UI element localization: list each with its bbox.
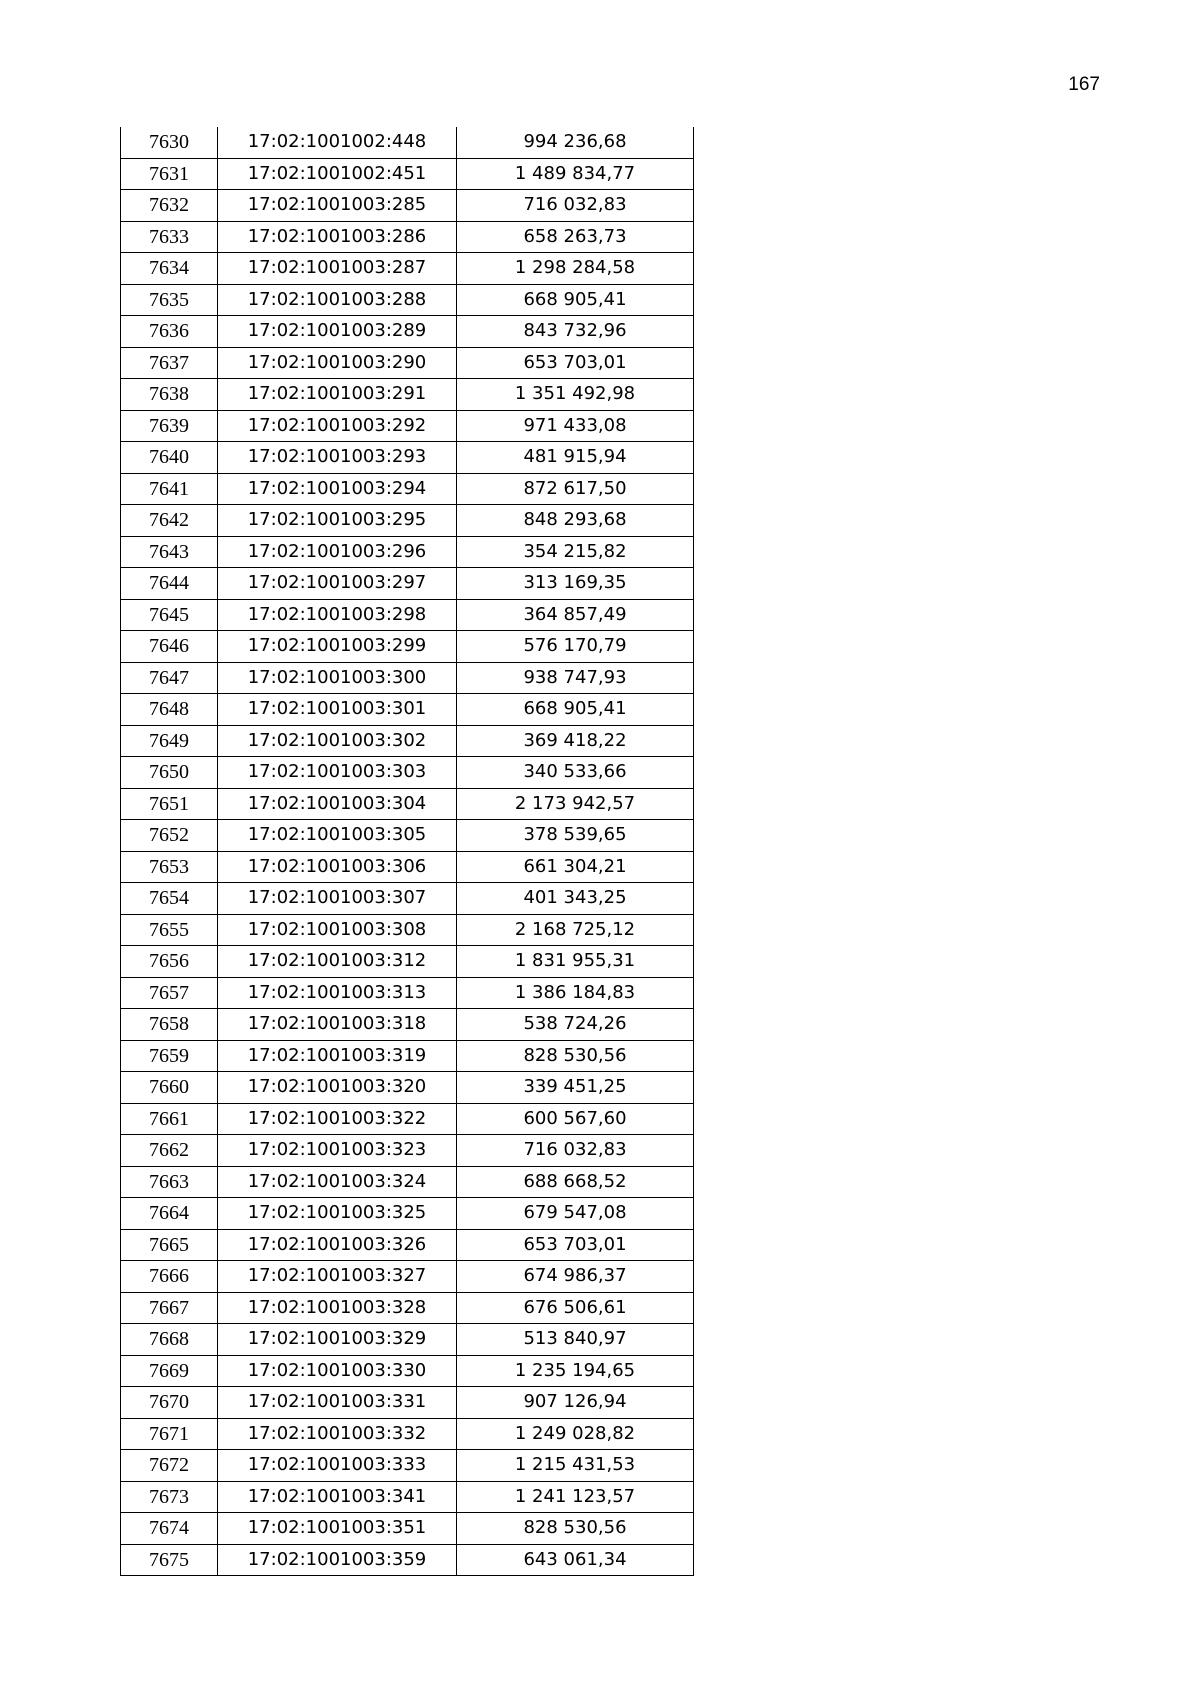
table-row — [121, 1009, 694, 1041]
cadastral-value-cell: 378 539,65 — [457, 820, 694, 852]
cadastral-number-cell: 17:02:1001003:306 — [218, 851, 457, 883]
cadastral-number-cell: 17:02:1001003:302 — [218, 725, 457, 757]
cadastral-number-cell: 17:02:1001003:351 — [218, 1513, 457, 1545]
cadastral-value-cell: 994 236,68 — [457, 127, 694, 158]
cadastral-number-cell: 17:02:1001003:296 — [218, 536, 457, 568]
row-number-cell: 7662 — [121, 1135, 218, 1167]
table-row — [121, 410, 694, 442]
cadastral-number-cell: 17:02:1001003:318 — [218, 1009, 457, 1041]
row-number-cell: 7667 — [121, 1292, 218, 1324]
cadastral-value-cell: 1 249 028,82 — [457, 1418, 694, 1450]
cadastral-value-cell: 1 241 123,57 — [457, 1481, 694, 1513]
cadastral-number-cell: 17:02:1001003:286 — [218, 221, 457, 253]
row-number-cell: 7659 — [121, 1040, 218, 1072]
table-row — [121, 1292, 694, 1324]
table-row — [121, 221, 694, 253]
row-number-cell: 7668 — [121, 1324, 218, 1356]
row-number-cell: 7648 — [121, 694, 218, 726]
table-row — [121, 190, 694, 222]
table-row — [121, 442, 694, 474]
row-number-cell: 7658 — [121, 1009, 218, 1041]
row-number-cell: 7636 — [121, 316, 218, 348]
row-number-cell: 7635 — [121, 284, 218, 316]
cadastral-value-cell: 600 567,60 — [457, 1103, 694, 1135]
row-number-cell: 7632 — [121, 190, 218, 222]
table-row — [121, 158, 694, 190]
row-number-cell: 7674 — [121, 1513, 218, 1545]
table-row — [121, 1103, 694, 1135]
cadastral-number-cell: 17:02:1001002:451 — [218, 158, 457, 190]
row-number-cell: 7637 — [121, 347, 218, 379]
row-number-cell: 7663 — [121, 1166, 218, 1198]
table-row — [121, 820, 694, 852]
cadastral-value-cell: 643 061,34 — [457, 1544, 694, 1576]
row-number-cell: 7649 — [121, 725, 218, 757]
row-number-cell: 7647 — [121, 662, 218, 694]
table-row — [121, 757, 694, 789]
cadastral-number-cell: 17:02:1001003:328 — [218, 1292, 457, 1324]
cadastral-number-cell: 17:02:1001003:294 — [218, 473, 457, 505]
row-number-cell: 7639 — [121, 410, 218, 442]
cadastral-value-cell: 653 703,01 — [457, 347, 694, 379]
row-number-cell: 7633 — [121, 221, 218, 253]
cadastral-value-cell: 313 169,35 — [457, 568, 694, 600]
row-number-cell: 7645 — [121, 599, 218, 631]
cadastral-value-cell: 1 235 194,65 — [457, 1355, 694, 1387]
cadastral-value-cell: 828 530,56 — [457, 1513, 694, 1545]
cadastral-value-cell: 828 530,56 — [457, 1040, 694, 1072]
table-row — [121, 1135, 694, 1167]
table-row — [121, 725, 694, 757]
cadastral-number-cell: 17:02:1001003:329 — [218, 1324, 457, 1356]
table-row — [121, 1166, 694, 1198]
cadastral-number-cell: 17:02:1001003:320 — [218, 1072, 457, 1104]
cadastral-value-cell: 340 533,66 — [457, 757, 694, 789]
cadastral-value-cell: 938 747,93 — [457, 662, 694, 694]
cadastral-number-cell: 17:02:1001003:324 — [218, 1166, 457, 1198]
cadastral-value-cell: 1 831 955,31 — [457, 946, 694, 978]
table-row — [121, 851, 694, 883]
cadastral-number-cell: 17:02:1001003:322 — [218, 1103, 457, 1135]
cadastral-value-cell: 653 703,01 — [457, 1229, 694, 1261]
cadastral-value-cell: 576 170,79 — [457, 631, 694, 663]
cadastral-value-cell: 2 168 725,12 — [457, 914, 694, 946]
cadastral-number-cell: 17:02:1001003:293 — [218, 442, 457, 474]
table-row — [121, 788, 694, 820]
cadastral-number-cell: 17:02:1001003:295 — [218, 505, 457, 537]
cadastral-number-cell: 17:02:1001003:300 — [218, 662, 457, 694]
row-number-cell: 7642 — [121, 505, 218, 537]
cadastral-number-cell: 17:02:1001003:330 — [218, 1355, 457, 1387]
cadastral-value-cell: 1 215 431,53 — [457, 1450, 694, 1482]
table-row — [121, 1418, 694, 1450]
table-row — [121, 599, 694, 631]
table-row — [121, 1229, 694, 1261]
table-row — [121, 568, 694, 600]
cadastral-value-cell: 674 986,37 — [457, 1261, 694, 1293]
table-row — [121, 1387, 694, 1419]
table-row — [121, 1513, 694, 1545]
cadastral-value-cell: 668 905,41 — [457, 284, 694, 316]
cadastral-number-cell: 17:02:1001003:326 — [218, 1229, 457, 1261]
row-number-cell: 7652 — [121, 820, 218, 852]
row-number-cell: 7671 — [121, 1418, 218, 1450]
cadastral-value-cell: 679 547,08 — [457, 1198, 694, 1230]
cadastral-value-cell: 513 840,97 — [457, 1324, 694, 1356]
cadastral-value-cell: 1 489 834,77 — [457, 158, 694, 190]
table-row — [121, 284, 694, 316]
table-body — [121, 127, 694, 1576]
table-row — [121, 1544, 694, 1576]
cadastral-number-cell: 17:02:1001003:307 — [218, 883, 457, 915]
table-row — [121, 1040, 694, 1072]
cadastral-number-cell: 17:02:1001003:303 — [218, 757, 457, 789]
cadastral-value-cell: 339 451,25 — [457, 1072, 694, 1104]
cadastral-value-cell: 716 032,83 — [457, 1135, 694, 1167]
cadastral-value-cell: 661 304,21 — [457, 851, 694, 883]
table-row — [121, 1072, 694, 1104]
row-number-cell: 7672 — [121, 1450, 218, 1482]
table-row — [121, 977, 694, 1009]
table-row — [121, 662, 694, 694]
cadastral-number-cell: 17:02:1001003:287 — [218, 253, 457, 285]
table-row — [121, 694, 694, 726]
cadastral-value-cell: 354 215,82 — [457, 536, 694, 568]
cadastral-value-cell: 716 032,83 — [457, 190, 694, 222]
cadastral-number-cell: 17:02:1001003:299 — [218, 631, 457, 663]
table-row — [121, 1355, 694, 1387]
cadastral-number-cell: 17:02:1001003:341 — [218, 1481, 457, 1513]
table-row — [121, 883, 694, 915]
row-number-cell: 7670 — [121, 1387, 218, 1419]
cadastral-value-cell: 538 724,26 — [457, 1009, 694, 1041]
row-number-cell: 7661 — [121, 1103, 218, 1135]
page-number: 167 — [1068, 74, 1100, 95]
row-number-cell: 7657 — [121, 977, 218, 1009]
cadastral-value-cell: 401 343,25 — [457, 883, 694, 915]
cadastral-value-cell: 364 857,49 — [457, 599, 694, 631]
cadastral-value-cell: 848 293,68 — [457, 505, 694, 537]
row-number-cell: 7643 — [121, 536, 218, 568]
cadastral-number-cell: 17:02:1001002:448 — [218, 127, 457, 158]
row-number-cell: 7666 — [121, 1261, 218, 1293]
cadastral-number-cell: 17:02:1001003:312 — [218, 946, 457, 978]
cadastral-value-cell: 668 905,41 — [457, 694, 694, 726]
cadastral-value-cell: 2 173 942,57 — [457, 788, 694, 820]
cadastral-number-cell: 17:02:1001003:323 — [218, 1135, 457, 1167]
cadastral-value-cell: 369 418,22 — [457, 725, 694, 757]
cadastral-number-cell: 17:02:1001003:313 — [218, 977, 457, 1009]
row-number-cell: 7675 — [121, 1544, 218, 1576]
row-number-cell: 7664 — [121, 1198, 218, 1230]
table-row — [121, 946, 694, 978]
cadastral-value-cell: 971 433,08 — [457, 410, 694, 442]
row-number-cell: 7631 — [121, 158, 218, 190]
table-row — [121, 127, 694, 158]
cadastral-number-cell: 17:02:1001003:325 — [218, 1198, 457, 1230]
cadastral-value-cell: 1 351 492,98 — [457, 379, 694, 411]
cadastral-number-cell: 17:02:1001003:359 — [218, 1544, 457, 1576]
table-row — [121, 1261, 694, 1293]
cadastral-value-table — [120, 127, 694, 1576]
cadastral-number-cell: 17:02:1001003:333 — [218, 1450, 457, 1482]
row-number-cell: 7669 — [121, 1355, 218, 1387]
cadastral-number-cell: 17:02:1001003:331 — [218, 1387, 457, 1419]
table-row — [121, 1324, 694, 1356]
table-row — [121, 1198, 694, 1230]
cadastral-number-cell: 17:02:1001003:298 — [218, 599, 457, 631]
cadastral-number-cell: 17:02:1001003:290 — [218, 347, 457, 379]
cadastral-value-cell: 676 506,61 — [457, 1292, 694, 1324]
table-row — [121, 536, 694, 568]
row-number-cell: 7638 — [121, 379, 218, 411]
row-number-cell: 7655 — [121, 914, 218, 946]
cadastral-value-cell: 872 617,50 — [457, 473, 694, 505]
row-number-cell: 7650 — [121, 757, 218, 789]
cadastral-value-cell: 843 732,96 — [457, 316, 694, 348]
cadastral-value-cell: 688 668,52 — [457, 1166, 694, 1198]
cadastral-value-cell: 907 126,94 — [457, 1387, 694, 1419]
cadastral-value-cell: 481 915,94 — [457, 442, 694, 474]
cadastral-number-cell: 17:02:1001003:319 — [218, 1040, 457, 1072]
cadastral-value-cell: 1 298 284,58 — [457, 253, 694, 285]
row-number-cell: 7653 — [121, 851, 218, 883]
cadastral-value-cell: 1 386 184,83 — [457, 977, 694, 1009]
row-number-cell: 7660 — [121, 1072, 218, 1104]
cadastral-number-cell: 17:02:1001003:288 — [218, 284, 457, 316]
cadastral-number-cell: 17:02:1001003:305 — [218, 820, 457, 852]
row-number-cell: 7634 — [121, 253, 218, 285]
table-row — [121, 347, 694, 379]
cadastral-number-cell: 17:02:1001003:291 — [218, 379, 457, 411]
row-number-cell: 7644 — [121, 568, 218, 600]
table-row — [121, 505, 694, 537]
row-number-cell: 7673 — [121, 1481, 218, 1513]
row-number-cell: 7651 — [121, 788, 218, 820]
row-number-cell: 7654 — [121, 883, 218, 915]
table-row — [121, 316, 694, 348]
row-number-cell: 7641 — [121, 473, 218, 505]
table-row — [121, 1481, 694, 1513]
table-row — [121, 914, 694, 946]
table-row — [121, 631, 694, 663]
row-number-cell: 7640 — [121, 442, 218, 474]
cadastral-number-cell: 17:02:1001003:308 — [218, 914, 457, 946]
cadastral-number-cell: 17:02:1001003:304 — [218, 788, 457, 820]
cadastral-number-cell: 17:02:1001003:297 — [218, 568, 457, 600]
table-row — [121, 379, 694, 411]
row-number-cell: 7630 — [121, 127, 218, 158]
cadastral-number-cell: 17:02:1001003:292 — [218, 410, 457, 442]
cadastral-number-cell: 17:02:1001003:285 — [218, 190, 457, 222]
table-row — [121, 473, 694, 505]
cadastral-number-cell: 17:02:1001003:327 — [218, 1261, 457, 1293]
table-row — [121, 1450, 694, 1482]
cadastral-value-cell: 658 263,73 — [457, 221, 694, 253]
cadastral-number-cell: 17:02:1001003:289 — [218, 316, 457, 348]
row-number-cell: 7646 — [121, 631, 218, 663]
row-number-cell: 7665 — [121, 1229, 218, 1261]
table-row — [121, 253, 694, 285]
cadastral-number-cell: 17:02:1001003:332 — [218, 1418, 457, 1450]
row-number-cell: 7656 — [121, 946, 218, 978]
cadastral-number-cell: 17:02:1001003:301 — [218, 694, 457, 726]
